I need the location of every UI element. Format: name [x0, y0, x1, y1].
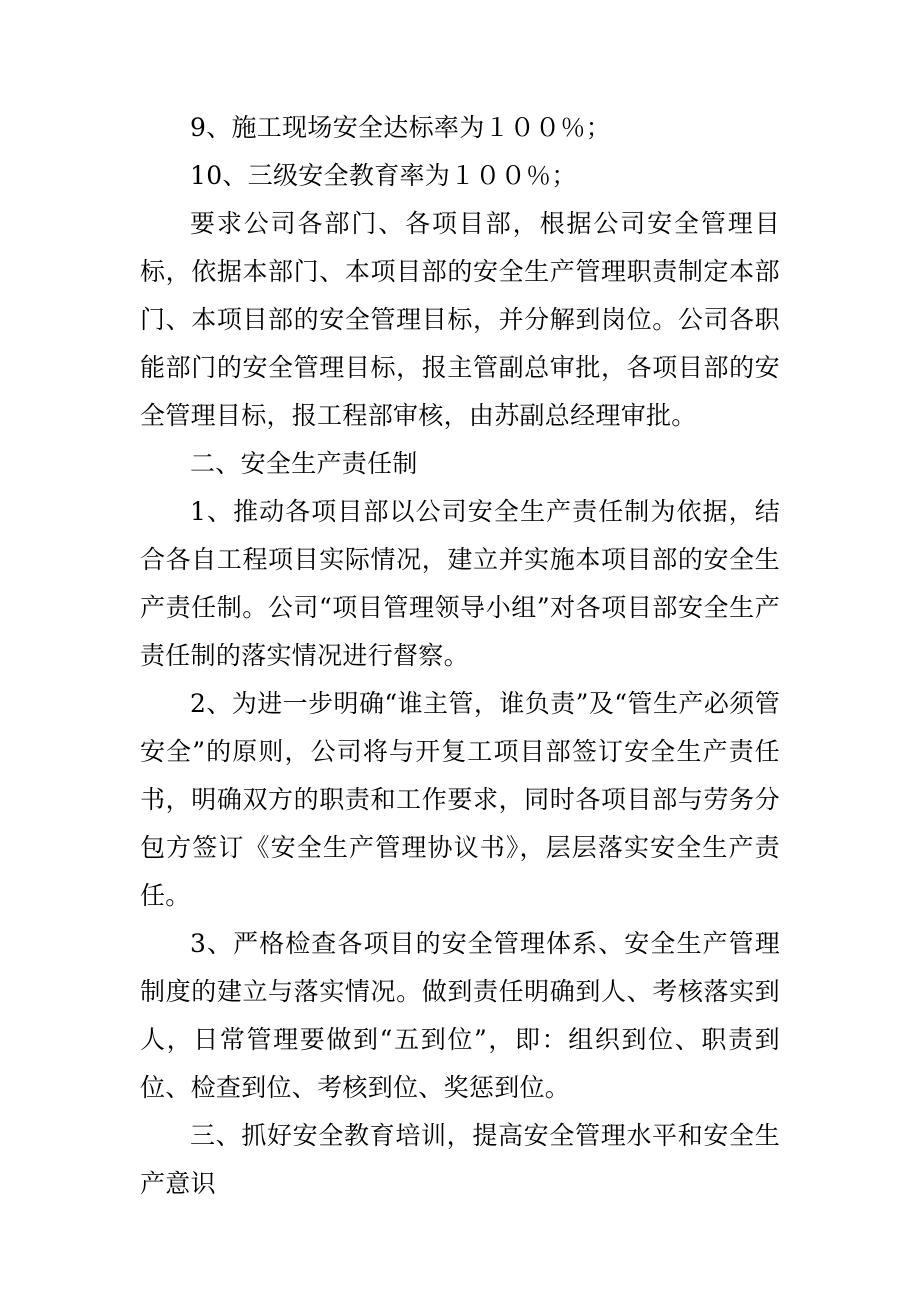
list-item-9: 9、施工现场安全达标率为１００％； [190, 113, 612, 142]
section-2-item-1: 1、推动各项目部以公司安全生产责任制为依据，结合各自工程项目实际情况，建立并实施本项目部的安全生产责任制。公司“项目管理领导小组”对各项目部安全生产责任制的落实情况进行督察。 [140, 497, 780, 670]
document-body [140, 104, 780, 1208]
section-2-item-2: 2、为进一步明确“谁主管，谁负责”及“管生产必须管安全”的原则，公司将与开复工项目部签订安全生产责任书，明确双方的职责和工作要求，同时各项目部与劳务分包方签订《安全生产管理协议书》，层层落实安全生产责任。 [140, 689, 780, 910]
section-2-item-3: 3、严格检查各项目的安全管理体系、安全生产管理制度的建立与落实情况。做到责任明确到人、考核落实到人，日常管理要做到“五到位”，即：组织到位、职责到位、检查到位、考核到位、奖惩到位。 [140, 929, 780, 1102]
requirement-paragraph: 要求公司各部门、各项目部，根据公司安全管理目标，依据本部门、本项目部的安全生产管理职责制定本部门、本项目部的安全管理目标，并分解到岗位。公司各职能部门的安全管理目标，报主管副总审批，各项目部的安全管理目标，报工程部审核，由苏副总经理审批。 [140, 209, 780, 430]
section-heading-2: 二、安全生产责任制 [190, 449, 418, 478]
section-heading-3: 三、抓好安全教育培训，提高安全管理水平和安全生产意识 [140, 1121, 780, 1198]
list-item-10: 10、三级安全教育率为１００％； [190, 161, 577, 190]
